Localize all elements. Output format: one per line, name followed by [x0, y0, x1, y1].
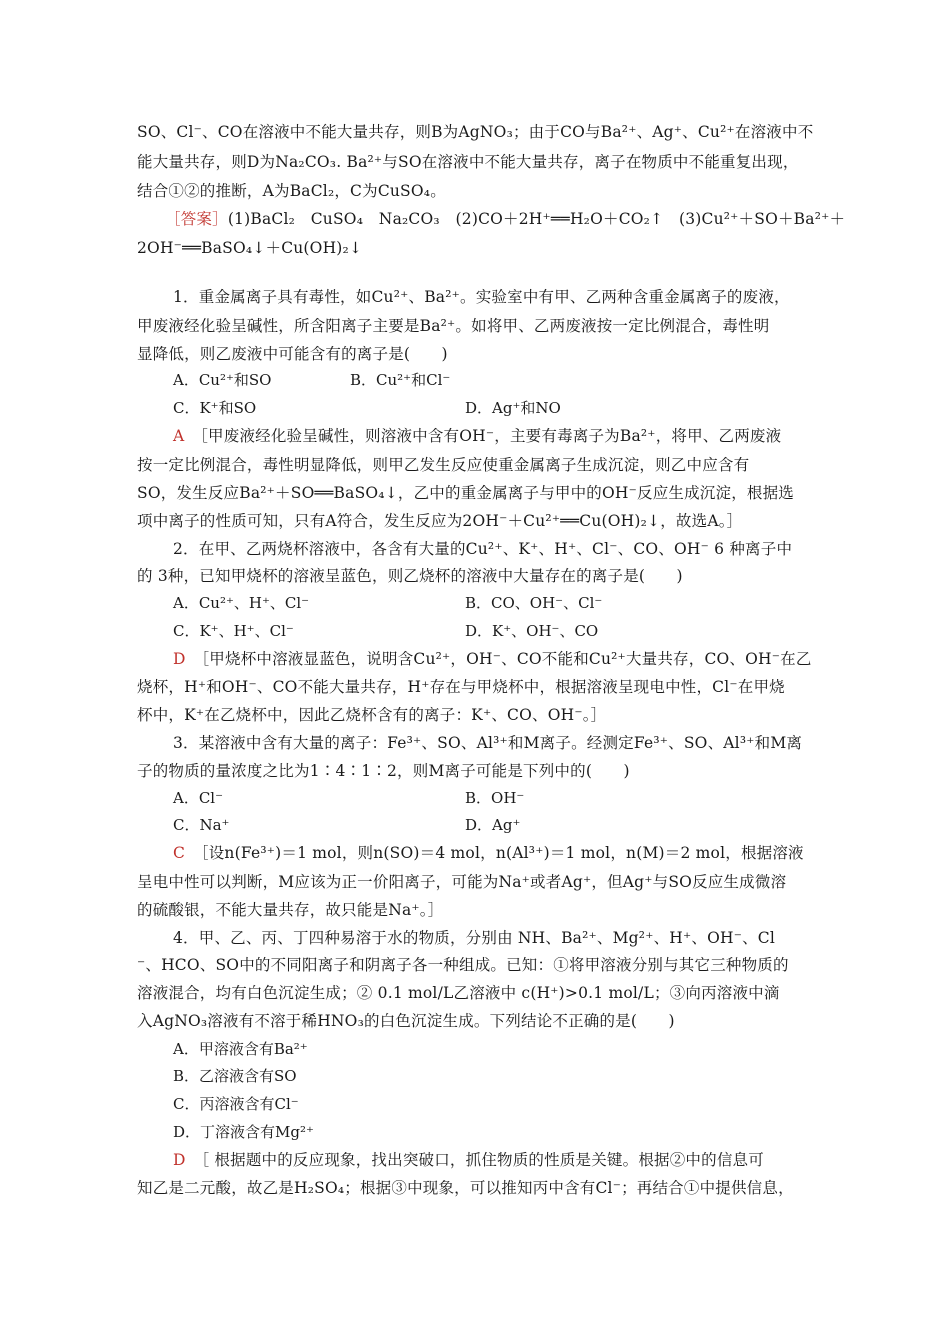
intro-line: 能大量共存，则D为Na₂CO₃. Ba²⁺与SO在溶液中不能大量共存，离子在物质中不能重复出现，: [137, 153, 799, 171]
option-b: B．OH⁻: [465, 789, 525, 807]
explanation-line: [173, 649, 828, 669]
answer-label: ［答案］: [165, 210, 228, 228]
option-d: D．K⁺、OH⁻、CO: [465, 622, 599, 640]
option-c: C．K⁺、H⁺、Cl⁻: [173, 622, 294, 640]
option-b: B．Cu²⁺和Cl⁻: [350, 371, 451, 389]
explanation-line: [173, 1150, 828, 1170]
explanation-text: ［甲烧杯中溶液显蓝色，说明含Cu²⁺，OH⁻、CO不能和Cu²⁺大量共存，CO、OH⁻在乙: [201, 650, 812, 668]
explanation-line: 烧杯，H⁺和OH⁻、CO不能大量共存，H⁺存在与甲烧杯中，根据溶液呈现电中性，Cl⁻在甲烧: [137, 678, 785, 696]
option-c: C．K⁺和SO: [173, 399, 257, 417]
option-c: C．丙溶液含有Cl⁻: [173, 1095, 299, 1113]
explanation-line: 呈电中性可以判断，M应该为正一价阳离子，可能为Na⁺或者Ag⁺，但Ag⁺与SO反应生成微溶: [137, 873, 787, 891]
explanation-line: 项中离子的性质可知，只有A符合，发生反应为2OH⁻＋Cu²⁺══Cu(OH)₂↓，故选A。］: [137, 512, 743, 530]
answer-letter: D: [173, 1151, 186, 1169]
question-line: 显降低，则乙废液中可能含有的离子是( ): [137, 345, 448, 363]
explanation-line: [173, 843, 828, 863]
explanation-line: 按一定比例混合，毒性明显降低，则甲乙发生反应使重金属离子生成沉淀，则乙中应含有: [137, 456, 750, 474]
option-c: C．Na⁺: [173, 816, 230, 834]
question-line: 2．在甲、乙两烧杯溶液中，各含有大量的Cu²⁺、K⁺、H⁺、Cl⁻、CO、OH⁻ 6 种离子中: [173, 540, 793, 558]
option-a: A．Cl⁻: [173, 789, 224, 807]
explanation-line: 杯中，K⁺在乙烧杯中，因此乙烧杯含有的离子：K⁺、CO、OH⁻。］: [137, 706, 607, 724]
answer-line: [165, 209, 846, 229]
option-b: B．CO、OH⁻、Cl⁻: [465, 594, 603, 612]
explanation-line: SO，发生反应Ba²⁺＋SO══BaSO₄↓，乙中的重金属离子与甲中的OH⁻反应生成沉淀，根据选: [137, 484, 795, 502]
intro-line: SO、Cl⁻、CO在溶液中不能大量共存，则B为AgNO₃；由于CO与Ba²⁺、Ag⁺、Cu²⁺在溶液中不: [137, 123, 814, 141]
answer-letter: D: [173, 650, 186, 668]
option-b: B．乙溶液含有SO: [173, 1067, 297, 1085]
explanation-line: 的硫酸银，不能大量共存，故只能是Na⁺。］: [137, 901, 444, 919]
explanation-text: ［甲废液经化验呈碱性，则溶液中含有OH⁻，主要有毒离子为Ba²⁺，将甲、乙两废液: [200, 427, 782, 445]
explanation-text: ［设n(Fe³⁺)＝1 mol，则n(SO)＝4 mol，n(Al³⁺)＝1 mol，n(M)＝2 mol，根据溶液: [200, 844, 804, 862]
option-d: D．丁溶液含有Mg²⁺: [173, 1123, 314, 1141]
option-a: A．甲溶液含有Ba²⁺: [173, 1040, 308, 1058]
option-d: D．Ag⁺和NO: [465, 399, 561, 417]
question-line: 溶液混合，均有白色沉淀生成；② 0.1 mol/L乙溶液中 c(H⁺)>0.1 mol/L；③向丙溶液中滴: [137, 984, 780, 1002]
question-line: 入AgNO₃溶液有不溶于稀HNO₃的白色沉淀生成。下列结论不正确的是( ): [137, 1012, 675, 1030]
answer-text: (1)BaCl₂ CuSO₄ Na₂CO₃ (2)CO＋2H⁺══H₂O＋CO₂↑ (3)Cu²⁺＋SO＋Ba²⁺＋: [227, 210, 846, 228]
option-a: A．Cu²⁺和SO: [173, 371, 272, 389]
answer-letter: C: [173, 844, 186, 862]
question-line: ⁻、HCO、SO中的不同阳离子和阴离子各一种组成。已知：①将甲溶液分别与其它三种物质的: [137, 956, 789, 974]
question-line: 甲废液经化验呈碱性，所含阳离子主要是Ba²⁺。如将甲、乙两废液按一定比例混合，毒性明: [137, 317, 770, 335]
explanation-line: 知乙是二元酸，故乙是H₂SO₄；根据③中现象，可以推知丙中含有Cl⁻；再结合①中提供信息，: [137, 1179, 794, 1197]
question-line: 4．甲、乙、丙、丁四种易溶于水的物质，分别由 NH、Ba²⁺、Mg²⁺、H⁺、OH⁻、Cl: [173, 929, 776, 947]
explanation-line: [173, 426, 828, 446]
question-line: 子的物质的量浓度之比为1∶4∶1∶2，则M离子可能是下列中的( ): [137, 762, 630, 780]
question-line: 3．某溶液中含有大量的离子：Fe³⁺、SO、Al³⁺和M离子。经测定Fe³⁺、SO、Al³⁺和M离: [173, 734, 803, 752]
intro-line: 结合①②的推断，A为BaCl₂，C为CuSO₄。: [137, 182, 446, 200]
explanation-text: ［ 根据题中的反应现象，找出突破口，抓住物质的性质是关键。根据②中的信息可: [201, 1151, 764, 1169]
question-line: 1．重金属离子具有毒性，如Cu²⁺、Ba²⁺。实验室中有甲、乙两种含重金属离子的废液，: [173, 288, 790, 306]
option-a: A．Cu²⁺、H⁺、Cl⁻: [173, 594, 310, 612]
answer-letter: A: [173, 427, 185, 445]
option-d: D．Ag⁺: [465, 816, 521, 834]
answer-line: 2OH⁻══BaSO₄↓＋Cu(OH)₂↓: [137, 239, 363, 257]
question-line: 的 3种，已知甲烧杯的溶液呈蓝色，则乙烧杯的溶液中大量存在的离子是( ): [137, 567, 683, 585]
